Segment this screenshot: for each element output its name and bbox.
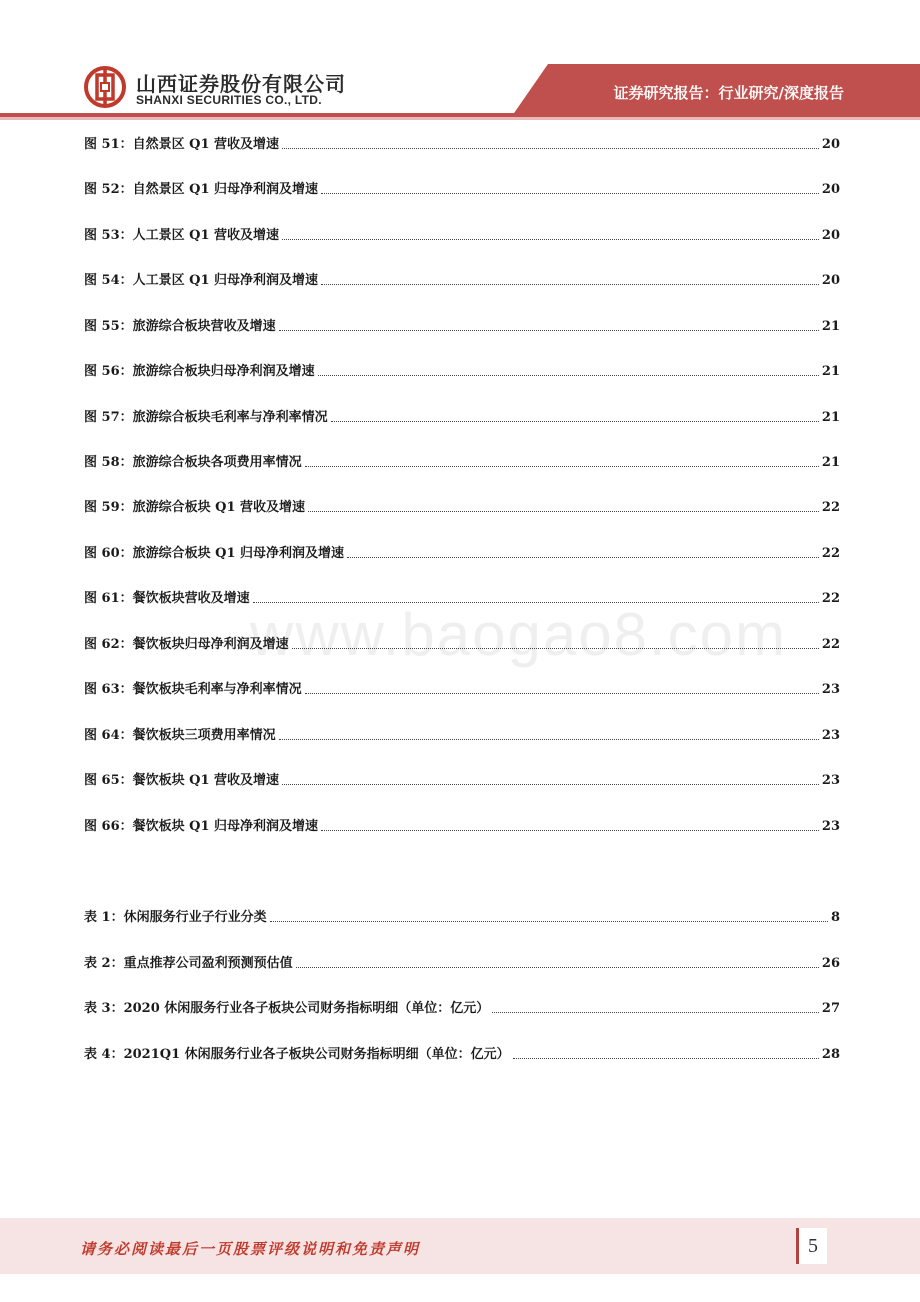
toc-figure-entry[interactable] <box>84 133 840 153</box>
toc-entry-label: 图 56：旅游综合板块归母净利润及增速 <box>84 364 315 379</box>
toc-entry-label: 表 4：2021Q1 休闲服务行业各子板块公司财务指标明细（单位：亿元） <box>84 1047 510 1062</box>
toc-entry-page: 21 <box>821 410 840 425</box>
leader-dots <box>296 966 819 968</box>
toc-entry-page: 21 <box>821 319 840 334</box>
leader-dots <box>321 283 819 285</box>
toc-entry-page: 28 <box>821 1047 840 1062</box>
toc-figure-entry[interactable] <box>84 496 840 516</box>
leader-dots <box>282 238 819 240</box>
leader-dots <box>279 329 819 331</box>
toc-entry-page: 8 <box>830 910 840 925</box>
toc-figure-entry[interactable] <box>84 587 840 607</box>
toc-entry-page: 20 <box>821 273 840 288</box>
page-footer <box>0 1218 920 1274</box>
toc-figure-entry[interactable] <box>84 315 840 335</box>
toc-entry-page: 23 <box>821 819 840 834</box>
leader-dots <box>321 829 819 831</box>
leader-dots <box>305 692 819 694</box>
toc-entry-page: 23 <box>821 773 840 788</box>
report-type: 证券研究报告：行业研究/深度报告 <box>613 84 844 102</box>
footer-disclaimer: 请务必阅读最后一页股票评级说明和免责声明 <box>80 1240 421 1258</box>
toc-entry-label: 图 51：自然景区 Q1 营收及增速 <box>84 137 280 152</box>
toc-entry-label: 表 2：重点推荐公司盈利预测预估值 <box>84 956 293 971</box>
toc-entry-page: 21 <box>821 364 840 379</box>
toc-entry-label: 图 66：餐饮板块 Q1 归母净利润及增速 <box>84 819 319 834</box>
toc-entry-label: 图 64：餐饮板块三项费用率情况 <box>84 728 276 743</box>
toc-entry-label: 图 59：旅游综合板块 Q1 营收及增速 <box>84 500 306 515</box>
toc-entry-page: 27 <box>821 1001 840 1016</box>
toc-figure-entry[interactable] <box>84 451 840 471</box>
toc-table-entry[interactable] <box>84 997 840 1017</box>
toc-entry-page: 22 <box>821 546 840 561</box>
toc-entry-label: 图 65：餐饮板块 Q1 营收及增速 <box>84 773 280 788</box>
leader-dots <box>492 1011 819 1013</box>
toc-entry-label: 图 61：餐饮板块营收及增速 <box>84 591 250 606</box>
toc-entry-page: 20 <box>821 228 840 243</box>
leader-dots <box>279 738 819 740</box>
toc-entry-page: 20 <box>821 137 840 152</box>
leader-dots <box>282 783 819 785</box>
leader-dots <box>513 1057 819 1059</box>
toc-entry-label: 图 52：自然景区 Q1 归母净利润及增速 <box>84 182 319 197</box>
watermark: www.baogao8.com <box>250 601 787 668</box>
toc-figure-entry[interactable] <box>84 360 840 380</box>
toc-entry-label: 图 60：旅游综合板块 Q1 归母净利润及增速 <box>84 546 345 561</box>
toc-entry-label: 图 54：人工景区 Q1 归母净利润及增速 <box>84 273 319 288</box>
toc-table-entry[interactable] <box>84 1043 840 1063</box>
toc-entry-label: 图 53：人工景区 Q1 营收及增速 <box>84 228 280 243</box>
toc-entry-label: 图 63：餐饮板块毛利率与净利率情况 <box>84 682 302 697</box>
leader-dots <box>331 420 819 422</box>
toc-figure-entry[interactable] <box>84 269 840 289</box>
toc-entry-label: 图 55：旅游综合板块营收及增速 <box>84 319 276 334</box>
leader-dots <box>292 647 819 649</box>
company-name-cn: 山西证券股份有限公司 <box>136 72 346 96</box>
toc-figure-entry[interactable] <box>84 769 840 789</box>
toc-figure-entry[interactable] <box>84 178 840 198</box>
page-number: 5 <box>796 1228 827 1264</box>
company-name-en: SHANXI SECURITIES CO., LTD. <box>136 93 322 107</box>
toc-figure-entry[interactable] <box>84 224 840 244</box>
toc-entry-page: 20 <box>821 182 840 197</box>
leader-dots <box>270 920 828 922</box>
leader-dots <box>321 192 819 194</box>
leader-dots <box>347 556 819 558</box>
shanxi-securities-logo-icon <box>84 66 126 108</box>
toc-entry-label: 表 3：2020 休闲服务行业各子板块公司财务指标明细（单位：亿元） <box>84 1001 490 1016</box>
toc-figure-entry[interactable] <box>84 542 840 562</box>
toc-figure-entry[interactable] <box>84 724 840 744</box>
toc-entry-page: 22 <box>821 500 840 515</box>
toc-entry-page: 23 <box>821 682 840 697</box>
toc-figure-entry[interactable] <box>84 406 840 426</box>
page-header <box>0 0 920 122</box>
leader-dots <box>282 147 819 149</box>
toc-entry-page: 26 <box>821 956 840 971</box>
toc-figure-entry[interactable] <box>84 815 840 835</box>
leader-dots <box>305 465 819 467</box>
toc-entry-page: 23 <box>821 728 840 743</box>
toc-figure-entry[interactable] <box>84 678 840 698</box>
toc-entry-label: 图 57：旅游综合板块毛利率与净利率情况 <box>84 410 328 425</box>
leader-dots <box>318 374 819 376</box>
toc-table-entry[interactable] <box>84 906 840 926</box>
toc-entry-page: 22 <box>821 637 840 652</box>
toc-entry-page: 22 <box>821 591 840 606</box>
leader-dots <box>253 601 819 603</box>
toc-entry-page: 21 <box>821 455 840 470</box>
toc-entry-label: 图 62：餐饮板块归母净利润及增速 <box>84 637 289 652</box>
toc-table-entry[interactable] <box>84 952 840 972</box>
toc-figure-entry[interactable] <box>84 633 840 653</box>
toc-entry-label: 表 1：休闲服务行业子行业分类 <box>84 910 267 925</box>
toc-entry-label: 图 58：旅游综合板块各项费用率情况 <box>84 455 302 470</box>
leader-dots <box>308 510 819 512</box>
